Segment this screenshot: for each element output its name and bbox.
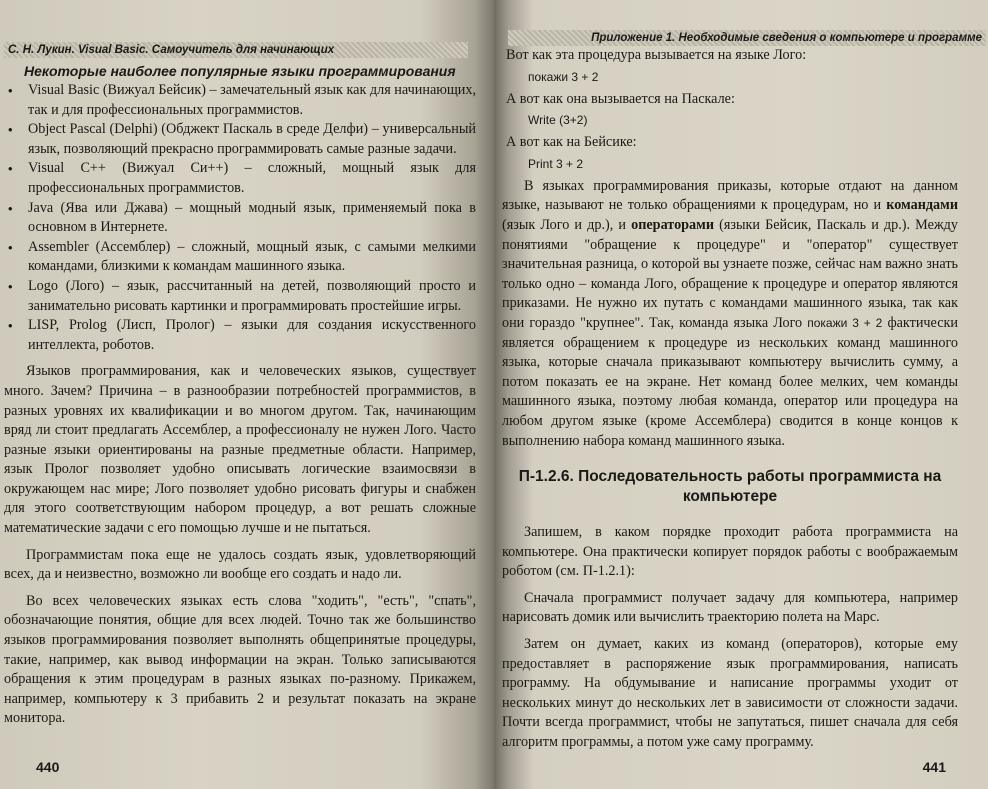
section-heading: П-1.2.6. Последовательность работы программиста на компьютере [518, 468, 942, 506]
page-number-right: 441 [922, 759, 946, 775]
paragraph: Сначала программист получает задачу для компьютера, например нарисовать домик или вычислить траекторию полета на Марс. [502, 589, 958, 626]
page-number-left: 440 [36, 759, 60, 775]
paragraph: Программистам пока еще не удалось создать язык, удовлетворяющий всех, да и неизвестно, возможно ли вообще его создать и надо ли. [4, 546, 476, 583]
intro-pascal: А вот как она вызывается на Паскале: [506, 90, 735, 107]
term-operators: операторами [631, 216, 714, 233]
list-item: • LISP, Prolog (Лисп, Пролог) – языки для создания искусственного интеллекта, роботов. [4, 316, 476, 355]
running-head-left: С. Н. Лукин. Visual Basic. Самоучитель для начинающих [4, 42, 468, 58]
list-item: • Logo (Лого) – язык, рассчитанный на детей, позволяющий просто и занимательно рисовать картинки и программировать простейшие игры. [4, 277, 476, 316]
list-item: • Visual C++ (Вижуал Си++) – сложный, мощный язык для профессиональных программистов. [4, 159, 476, 198]
inline-code: покажи 3 + 2 [807, 315, 883, 330]
right-page [494, 0, 988, 789]
list-item: • Visual Basic (Вижуал Бейсик) – замечательный язык как для начинающих, так и для профессиональных программистов. [4, 81, 476, 120]
list-item: • Object Pascal (Delphi) (Обджект Паскаль в среде Делфи) – универсальный язык, позволяющий прекрасно программировать самые разные задачи. [4, 120, 476, 159]
term-commands: командами [886, 197, 958, 214]
paragraph-commands: В языках программирования приказы, которые отдают на данном языке, называют не только обращениями к процедурам, но и командами (язык Лого и др.), и операторами (языки Бейсик, Паскаль и др.). Между понятиями "обращение к процедуре" и "оператор" существует значительная разница, о которой вы узнаете позже, сейчас нам важно знать только одно – команда Лого, обращение к процедуре и оператор являются приказами. Не нужно их путать с командами машинного языка, так как они гораздо "крупнее". Так, команда языка Лого покажи 3 + 2 фактически является обращением к процедуре из нескольких команд машинного языка, которые сначала приказывают компьютеру вычислить сумму, а потом показать ее на экране. Нет команд более мелких, чем команды машинного языка, поэтому любая команда, оператор или процедура на любом другом языке (кроме Ассемблера) сводится в конце концов к выполнению набора команд машинного языка. [502, 177, 958, 449]
running-head-right: Приложение 1. Необходимые сведения о компьютере и программе [508, 30, 986, 46]
intro-logo: Вот как эта процедура вызывается на языке Лого: [506, 47, 807, 63]
list-item: • Assembler (Ассемблер) – сложный, мощный язык, с самыми мелкими командами, близкими к командам машинного языка. [4, 238, 476, 277]
right-text-column [502, 46, 958, 753]
paragraph: Языков программирования, как и человеческих языков, существует много. Зачем? Причина – в разнообразии потребностей программистов, в разных уровнях их квалификации и во многом другом. Так, начинающим вряд ли стоит предлагать Ассемблер, а профессионалу не нужен Лого. Часто разные языки ориентированы на разные предметные области. Например, язык Пролог позволяет удобно описывать логические взаимосвязи в окружающем нас мире; Лого позволяет удобно рисовать фигуры и снабжен для этого соответствующим набором процедур, а вот решать сложные математические задачи с его помощью лучше и не пытаться. [4, 363, 476, 537]
list-item: • Java (Ява или Джава) – мощный модный язык, применяемый пока в основном в Интернете. [4, 199, 476, 238]
paragraph: Запишем, в каком порядке проходит работа программиста на компьютере. Она практически копирует порядок работы с воображаемым роботом (см. П-1.2.1): [502, 524, 958, 580]
intro-basic: А вот как на Бейсике: [506, 134, 637, 151]
section-title: Некоторые наиболее популярные языки программирования [24, 63, 456, 79]
left-text-column [4, 62, 476, 729]
code-logo: покажи 3 + 2 [528, 69, 599, 84]
paragraph: Во всех человеческих языках есть слова "ходить", "есть", "спать", обозначающие понятия, общие для всех людей. Точно так же большинство языков программирования позволяет выполнять общепринятые процедуры, такие, например, как вывод информации на экран. Только записываются обращения к этим процедурам в разных языках по-разному. Прикажем, например, компьютеру к 3 прибавить 2 и результат показать на экране монитора. [4, 592, 476, 727]
code-basic: Print 3 + 2 [528, 156, 584, 171]
language-list [4, 81, 476, 355]
paragraph: Затем он думает, каких из команд (операторов), которые ему предоставляет в распоряжение язык программирования, написать программу. На обдумывание и написание программы уходит от нескольких минут до нескольких лет в зависимости от сложности задачи. Почти всегда программист, чтобы не запутаться, пишет сначала для себя алгоритм программы, а потом уже саму программу. [502, 636, 958, 751]
code-pascal: Write (3+2) [528, 113, 588, 128]
